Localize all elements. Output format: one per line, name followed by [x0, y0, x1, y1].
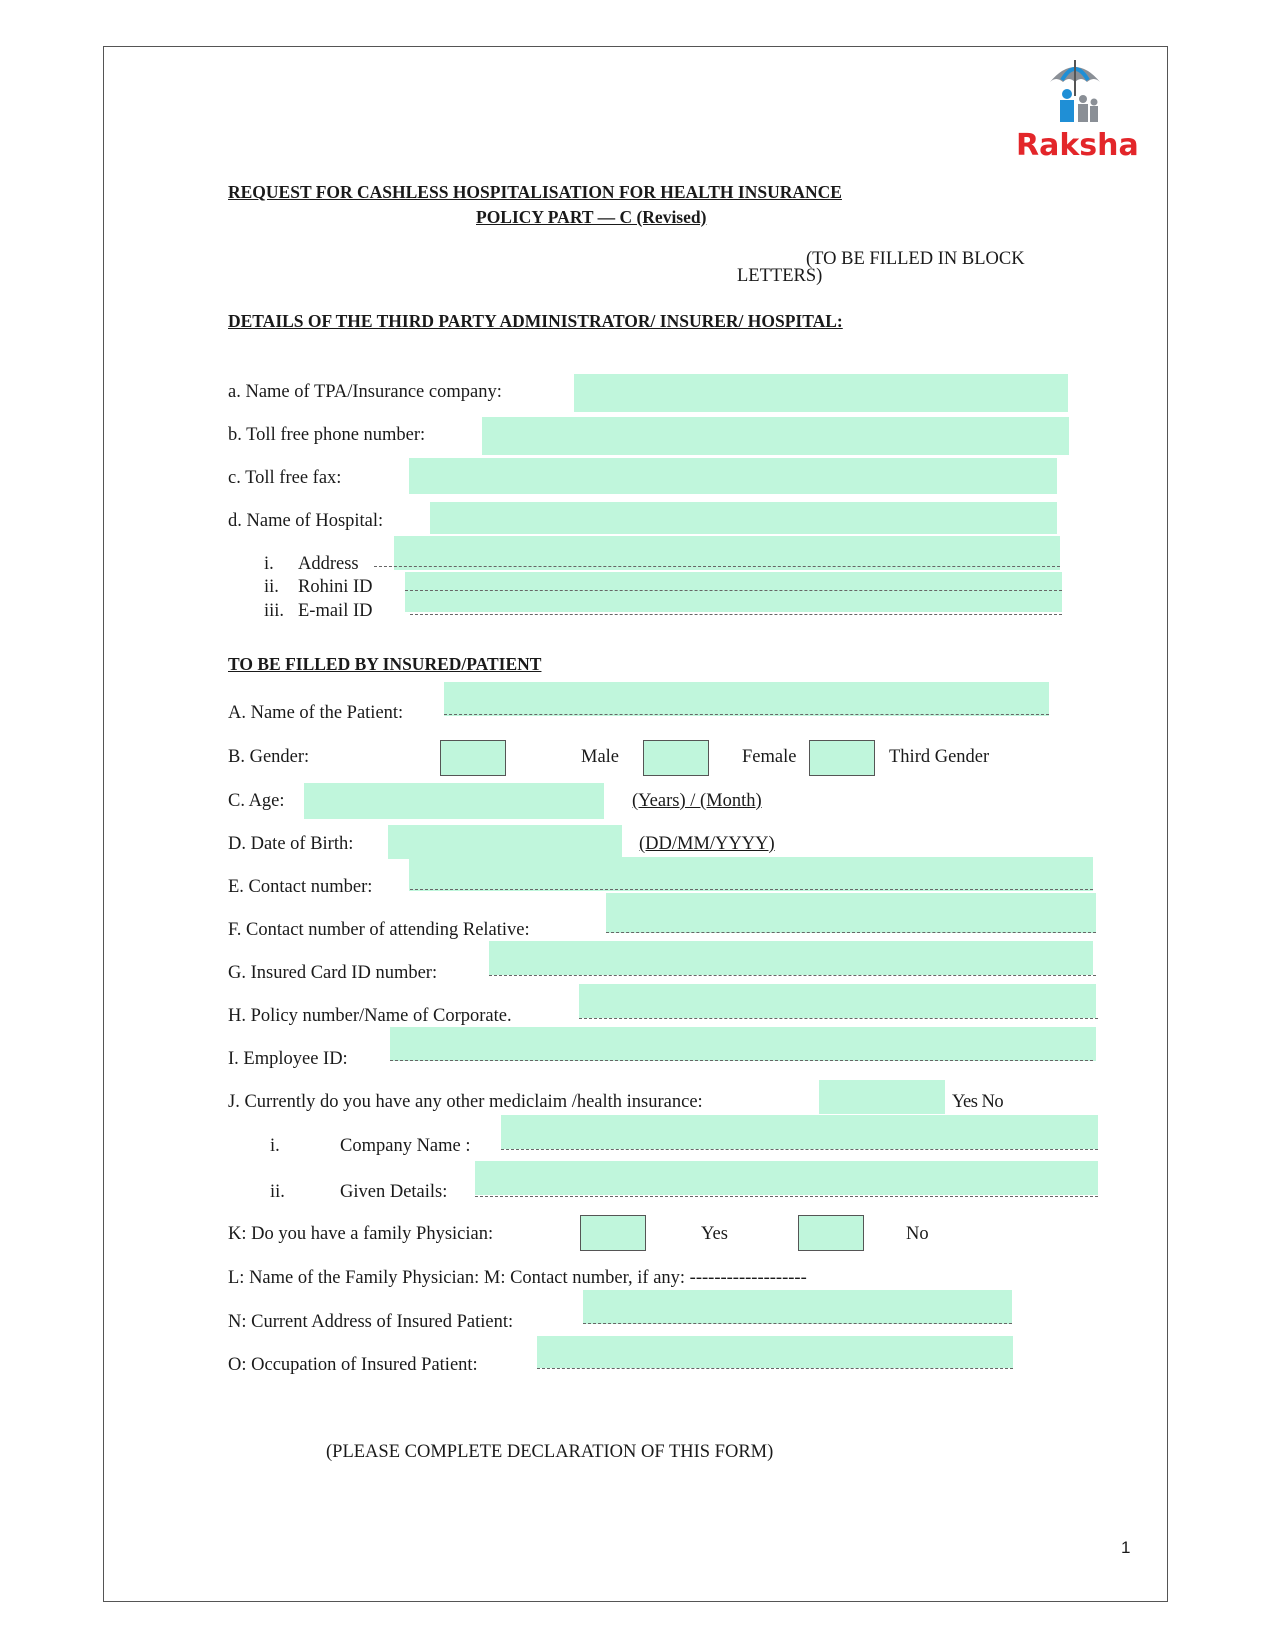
relative-contact-dashes	[606, 932, 1096, 933]
family-physician-no-box[interactable]	[798, 1215, 864, 1251]
current-address-dashes	[583, 1323, 1012, 1324]
contact-number-field[interactable]	[409, 857, 1093, 891]
other-insurance-field[interactable]	[819, 1080, 945, 1114]
contact-number-dashes	[410, 889, 1093, 890]
page-number: 1	[1121, 1538, 1131, 1557]
label-rohini-num: ii.	[264, 577, 279, 597]
label-address-num: i.	[264, 554, 274, 574]
policy-number-dashes	[579, 1018, 1098, 1019]
label-dob: D. Date of Birth:	[228, 834, 354, 854]
label-toll-free-fax: c. Toll free fax:	[228, 468, 342, 488]
label-tpa-name: a. Name of TPA/Insurance company:	[228, 382, 502, 402]
label-email-id: E-mail ID	[298, 601, 373, 621]
declaration-note: (PLEASE COMPLETE DECLARATION OF THIS FORM)	[326, 1442, 774, 1462]
hospital-name-field[interactable]	[430, 502, 1057, 534]
label-patient-name: A. Name of the Patient:	[228, 703, 404, 723]
age-field[interactable]	[304, 783, 604, 819]
form-title-line1: REQUEST FOR CASHLESS HOSPITALISATION FOR HEALTH INSURANCE	[228, 182, 842, 202]
block-letters-note-line2: LETTERS)	[737, 266, 823, 286]
given-details-field[interactable]	[475, 1161, 1098, 1195]
label-address: Address	[298, 554, 359, 574]
raksha-logo	[1010, 50, 1140, 170]
label-family-physician: K: Do you have a family Physician:	[228, 1224, 494, 1244]
gender-male-label: Male	[581, 747, 620, 767]
address-field[interactable]	[394, 536, 1060, 570]
age-unit: (Years) / (Month)	[632, 791, 762, 811]
insured-card-id-field[interactable]	[489, 941, 1093, 975]
family-physician-no-label: No	[906, 1224, 929, 1244]
employee-id-dashes	[390, 1060, 1093, 1061]
label-employee-id: I. Employee ID:	[228, 1049, 348, 1069]
label-current-address: N: Current Address of Insured Patient:	[228, 1312, 514, 1332]
label-hospital-name: d. Name of Hospital:	[228, 511, 384, 531]
block-letters-note-line1: (TO BE FILLED IN BLOCK	[806, 249, 1025, 269]
dob-field[interactable]	[388, 825, 622, 859]
label-toll-free-phone: b. Toll free phone number:	[228, 425, 426, 445]
company-name-field[interactable]	[501, 1115, 1098, 1149]
label-occupation: O: Occupation of Insured Patient:	[228, 1355, 478, 1375]
label-email-num: iii.	[264, 601, 285, 621]
label-gender: B. Gender:	[228, 747, 310, 767]
label-company-name-num: i.	[270, 1136, 280, 1156]
toll-free-fax-field[interactable]	[409, 458, 1057, 494]
other-insurance-yes-no: Yes No	[952, 1092, 1004, 1112]
family-physician-yes-box[interactable]	[580, 1215, 646, 1251]
section-patient-heading: TO BE FILLED BY INSURED/PATIENT	[228, 654, 542, 674]
gender-box-1[interactable]	[440, 740, 506, 776]
email-id-field[interactable]	[405, 592, 1062, 612]
tpa-name-field[interactable]	[574, 374, 1068, 412]
gender-box-3[interactable]	[809, 740, 875, 776]
policy-number-field[interactable]	[579, 984, 1096, 1018]
dob-format: (DD/MM/YYYY)	[639, 834, 775, 854]
label-other-insurance: J. Currently do you have any other mediclaim /health insurance:	[228, 1092, 703, 1112]
occupation-dashes	[537, 1368, 1013, 1369]
label-age: C. Age:	[228, 791, 285, 811]
company-name-dashes	[501, 1149, 1098, 1150]
occupation-field[interactable]	[537, 1336, 1013, 1368]
employee-id-field[interactable]	[390, 1027, 1096, 1061]
patient-name-dashes	[444, 714, 1049, 715]
patient-name-field[interactable]	[444, 682, 1049, 716]
section-tpa-heading: DETAILS OF THE THIRD PARTY ADMINISTRATOR/ INSURER/ HOSPITAL:	[228, 311, 843, 331]
gender-box-2[interactable]	[643, 740, 709, 776]
gender-third-label: Third Gender	[889, 747, 990, 767]
logo-name: Raksha	[1016, 128, 1139, 163]
label-contact-number: E. Contact number:	[228, 877, 373, 897]
email-dashes	[410, 614, 1062, 615]
relative-contact-field[interactable]	[606, 893, 1096, 933]
label-insured-card-id: G. Insured Card ID number:	[228, 963, 438, 983]
given-details-dashes	[475, 1196, 1098, 1197]
label-company-name: Company Name :	[340, 1136, 471, 1156]
insured-card-id-dashes	[489, 975, 1096, 976]
form-title-line2: POLICY PART — C (Revised)	[476, 207, 707, 227]
label-given-details: Given Details:	[340, 1182, 448, 1202]
label-relative-contact: F. Contact number of attending Relative:	[228, 920, 530, 940]
gender-female-label: Female	[742, 747, 797, 767]
label-rohini-id: Rohini ID	[298, 577, 373, 597]
label-physician-name-contact: L: Name of the Family Physician: M: Contact number, if any: -------------------	[228, 1268, 807, 1288]
toll-free-phone-field[interactable]	[482, 417, 1069, 455]
label-given-details-num: ii.	[270, 1182, 285, 1202]
rohini-id-field[interactable]	[405, 572, 1062, 592]
umbrella-family-icon	[1010, 50, 1140, 130]
label-policy-number: H. Policy number/Name of Corporate.	[228, 1006, 512, 1026]
rohini-dashes	[405, 590, 1062, 591]
family-physician-yes-label: Yes	[701, 1224, 728, 1244]
address-dashes	[374, 566, 1060, 567]
current-address-field[interactable]	[583, 1290, 1012, 1324]
